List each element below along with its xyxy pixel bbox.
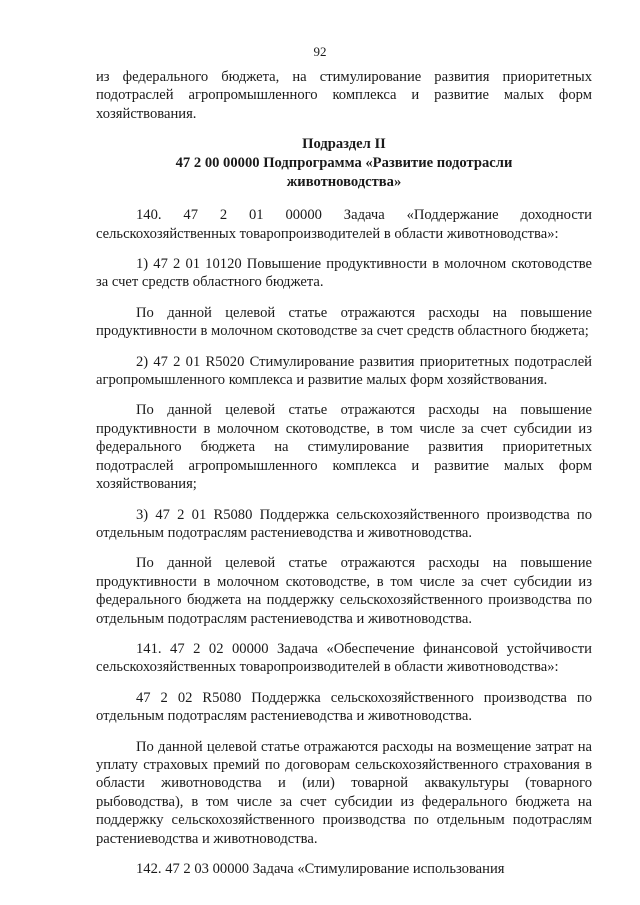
paragraph-140: 140. 47 2 01 00000 Задача «Поддержание доходности сельскохозяйственных товаропроизводителей в области животноводства»: [96,207,592,242]
heading-line-3: животноводства» [286,174,402,191]
page-number: 92 [313,44,327,59]
paragraph-item-1: 1) 47 2 01 10120 Повышение продуктивности в молочном скотоводстве за счет средств областного бюджета. [96,256,592,291]
paragraph-141: 141. 47 2 02 00000 Задача «Обеспечение финансовой устойчивости сельскохозяйственных товаропроизводителей в области животноводства»: [96,640,592,676]
heading-line-2: 47 2 00 00000 Подпрограмма «Развитие подотрасли [175,155,513,172]
document-body [96,68,592,890]
paragraph-141-desc: По данной целевой статье отражаются расходы на возмещение затрат на уплату страховых премий по договорам сельскохозяйственного страхования в области животноводства и (или) товарной аквакультуры (товарного рыбоводства), в том числе за счет субсидии из федерального бюджета на поддержку сельскохозяйственного производства по отдельным подотраслям растениеводства и животноводства. [96,738,592,847]
section-heading [96,135,592,192]
paragraph-item-3: 3) 47 2 01 R5080 Поддержка сельскохозяйственного производства по отдельным подотраслям растениеводства и животноводства. [96,506,592,541]
paragraph-item-3-desc: По данной целевой статье отражаются расходы на повышение продуктивности в молочном скотоводстве, в том числе за счет субсидии из федерального бюджета на поддержку сельскохозяйственного производства по отдельным подотраслям растениеводства и животноводства. [96,555,592,627]
paragraph-item-1-desc: По данной целевой статье отражаются расходы на повышение продуктивности в молочном скотоводстве за счет средств областного бюджета; [96,304,592,340]
paragraph-item-2-desc: По данной целевой статье отражаются расходы на повышение продуктивности в молочном скотоводстве, в том числе за счет субсидии из федерального бюджета на стимулирование развития приоритетных подотраслей агропромышленного комплекса и развитие малых форм хозяйствования; [96,402,592,493]
paragraph-142: 142. 47 2 03 00000 Задача «Стимулирование использования [136,861,505,877]
intro-paragraph: из федерального бюджета, на стимулирование развития приоритетных подотраслей агропромышленного комплекса и развитие малых форм хозяйствования. [96,69,592,122]
heading-line-1: Подраздел II [302,136,386,153]
paragraph-item-2: 2) 47 2 01 R5020 Стимулирование развития приоритетных подотраслей агропромышленного комплекса и развитие малых форм хозяйствования. [96,353,592,389]
paragraph-141-item: 47 2 02 R5080 Поддержка сельскохозяйственного производства по отдельным подотраслям растениеводства и животноводства. [96,689,592,725]
